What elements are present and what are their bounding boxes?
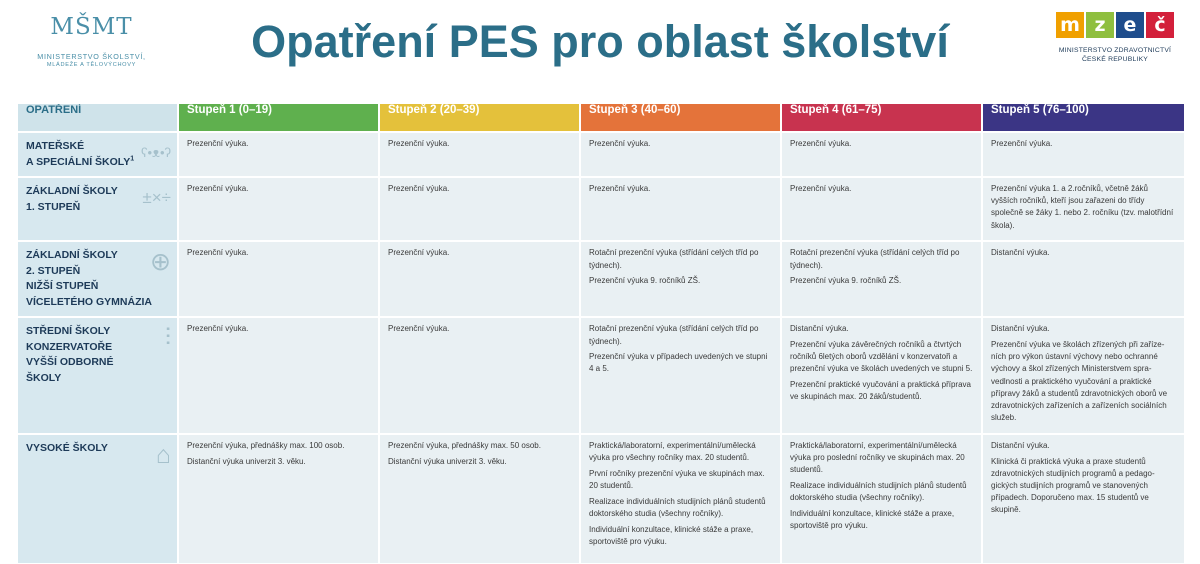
mzcr-logo-letter: č [1146,12,1174,38]
measure-cell-stupen-3 [581,435,780,563]
measure-text: Prezenční výuka. [187,324,249,334]
measure-text: Praktická/laboratorní, experimentální/umělecká výuka pro poslední ročníky ve skupinách max. 20 studentů. [790,440,965,475]
table-header-row [18,104,1184,131]
measure-text: Prezenční výuka. [790,139,852,148]
measure-cell-stupen-1 [179,178,378,240]
measure-text: Realizace individuálních studijních plánů studentů doktorského studia (všechny ročníky). [790,481,967,503]
mzcr-logo-mark [1050,12,1180,40]
measure-cell-stupen-1 [179,318,378,433]
measure-cell-stupen-2 [380,242,579,316]
measure-cell-stupen-5 [983,133,1184,176]
measure-text: Rotační prezenční výuka (střídání celých tříd po týdnech). [790,248,960,270]
row-label-line: VÍCELETÉHO GYMNÁZIA [26,295,153,308]
measure-text: Prezenční výuka, přednášky max. 100 osob. [187,440,345,450]
row-label-line: ŠKOLY [26,371,62,384]
measure-text: První ročníky prezenční výuka ve skupinách max. 20 studentů. [589,468,765,491]
measure-text: Prezenční výuka. [388,248,450,258]
measure-text: Prezenční výuka, přednášky max. 50 osob. [388,440,541,450]
header-stupen-1: Stupeň 1 (0–19) [179,104,378,131]
row-label-line: ZÁKLADNÍ ŠKOLY [26,185,118,197]
header-stupen-4: Stupeň 4 (61–75) [782,104,981,131]
measure-text: Prezenční výuka. [388,139,450,148]
measure-text: Prezenční výuka. [388,324,450,334]
measure-text: Distanční výuka univerzit 3. věku. [388,456,507,466]
row-label-cell [18,242,177,316]
header-opatreni: OPATŘENÍ [18,104,177,131]
measure-text: Praktická/laboratorní, experimentální/umělecká výuka pro všechny ročníky max. 20 studentů. [589,440,756,463]
measure-text: Distanční výuka. [991,324,1050,334]
row-label [26,324,169,386]
pes-measures-table [16,102,1186,564]
measure-text: Rotační prezenční výuka (střídání celých tříd po týdnech). [589,248,759,270]
mzcr-logo-line2: ČESKÉ REPUBLIKY [1081,56,1149,63]
measure-text: Prezenční výuka. [187,139,249,148]
measure-text: Prezenční výuka. [790,184,852,193]
row-label-line: 2. STUPEŇ [26,264,81,277]
row-label-line: A SPECIÁLNÍ ŠKOLY [26,155,131,168]
graduation-cap-icon: ⌂ [155,440,171,469]
table-row [18,318,1184,433]
measure-cell-stupen-2 [380,133,579,176]
measure-cell-stupen-3 [581,242,780,316]
row-label-line: KONZERVATOŘE [26,340,113,353]
mzcr-logo-line1: MINISTERSTVO ZDRAVOTNICTVÍ [1058,47,1172,54]
measure-text: Prezenční výuka. [187,184,249,193]
footnote-marker: 1 [130,155,135,162]
row-label-line: VYŠŠÍ ODBORNÉ [26,356,114,369]
measure-text: Individuální konzultace, klinické stáže a praxe, sportoviště pro výuku. [790,508,955,531]
row-label [26,248,169,310]
measure-cell-stupen-5 [983,318,1184,433]
measure-cell-stupen-2 [380,178,579,240]
measure-text: Rotační prezenční výuka (střídání celých tříd po týdnech). [589,324,759,346]
math-operators-icon: ±×÷ [142,188,171,207]
measure-cell-stupen-3 [581,133,780,176]
row-label-line: NIŽŠÍ STUPEŇ [26,280,99,293]
table-row [18,435,1184,563]
measure-cell-stupen-2 [380,435,579,563]
measure-cell-stupen-1 [179,242,378,316]
row-label-line: STŘEDNÍ ŠKOLY [26,325,111,338]
measure-text: Prezenční výuka. [589,139,651,148]
measure-text: Prezenční výuka 9. ročníků ZŠ. [790,276,902,286]
measure-text: Individuální konzultace, klinické stáže a praxe, sportoviště pro výuku. [589,524,754,546]
header-stupen-2: Stupeň 2 (20–39) [380,104,579,131]
table-row [18,133,1184,176]
measure-text: Prezenční výuka. [187,248,249,258]
measure-cell-stupen-4 [782,242,981,316]
measure-text: Prezenční výuka. [589,184,651,193]
row-label-line: MATEŘSKÉ [26,140,85,152]
measure-text: Distanční výuka. [991,248,1050,258]
mzcr-logo [1050,12,1180,64]
header-stupen-5: Stupeň 5 (76–100) [983,104,1184,131]
measure-text: Prezenční výuka 1. a 2.ročníků, včetně žáků vyšších ročníků, kteří jsou zařazeni do třídy společně se žáky 1. nebo 2. ročníku (tzv. malotřídní škola). [991,184,1174,230]
measure-cell-stupen-3 [581,318,780,433]
row-label-line: ZÁKLADNÍ ŠKOLY [26,249,118,262]
msmt-logo [24,8,159,69]
measure-cell-stupen-4 [782,435,981,563]
measure-text: Klinická či praktická výuka a praxe studentů zdravotnických studijních programů a pedagogických studijních programů ve stanovených případech. Doporučeno max. 15 studentů ve skupině. [991,456,1155,515]
measure-text: Prezenční výuka. [991,139,1053,148]
measure-text: Prezenční výuka v případech uvedených ve stupni 4 a 5. [589,352,768,374]
table-row [18,178,1184,240]
mzcr-logo-letter: m [1056,12,1084,38]
measure-cell-stupen-1 [179,435,378,563]
teddy-bear-icon: ʕ•ᴥ•ʔ [141,145,171,160]
row-label-cell [18,435,177,563]
row-label [26,441,169,457]
measure-text: Prezenční praktické vyučování a praktická příprava ve skupinách max. 20 žáků/studentů. [790,380,971,402]
measure-text: Distanční výuka. [991,440,1050,450]
measure-text: Prezenční výuka ve školách zřízených při zařízeních pro výkon ústavní výchovy nebo ochranné výchovy a škol zřízených Ministerstvem spravedlnosti a praktického vyučování a praktické přípravy žáků a studentů zdravotnických oborů ve zdravotnických zařízeních a zařízeních sociálních služeb. [991,340,1168,423]
measure-cell-stupen-4 [782,133,981,176]
row-label-cell [18,318,177,433]
msmt-logo-line2: MLÁDEŽE A TĚLOVÝCHOVY [46,62,137,68]
sliders-icon: ⫶ [164,324,171,353]
page-title: Opatření PES pro oblast školství [251,16,949,67]
mzcr-logo-letter: e [1116,12,1144,38]
measure-cell-stupen-2 [380,318,579,433]
mzcr-logo-letter: z [1086,12,1114,38]
globe-icon: ⊕ [150,248,171,277]
measure-text: Prezenční výuka závěrečných ročníků a čtvrtých ročníků 6letých oborů vzdělání v konzervatoři a prezenční výuka ve školách uvedených ve stupni 5. [790,340,973,374]
measure-cell-stupen-3 [581,178,780,240]
row-label-line: VYSOKÉ ŠKOLY [26,441,108,454]
measure-text: Realizace individuálních studijních plánů studentů doktorského studia (všechny ročníky). [589,496,766,518]
measure-text: Prezenční výuka. [388,184,450,193]
measure-text: Distanční výuka. [790,324,849,334]
measure-cell-stupen-5 [983,435,1184,563]
measure-cell-stupen-5 [983,178,1184,240]
msmt-logo-line1: MINISTERSTVO ŠKOLSTVÍ, [37,52,146,61]
measure-text: Prezenční výuka 9. ročníků ZŠ. [589,276,701,286]
table-row [18,242,1184,316]
msmt-logo-mark: MŠMT [50,14,133,40]
row-label-cell [18,133,177,176]
row-label-line: 1. STUPEŇ [26,200,81,213]
row-label [26,139,169,170]
measure-text: Distanční výuka univerzit 3. věku. [187,456,306,466]
measure-cell-stupen-4 [782,318,981,433]
row-label [26,184,169,215]
row-label-cell [18,178,177,240]
measure-cell-stupen-5 [983,242,1184,316]
measure-cell-stupen-4 [782,178,981,240]
header-stupen-3: Stupeň 3 (40–60) [581,104,780,131]
measure-cell-stupen-1 [179,133,378,176]
